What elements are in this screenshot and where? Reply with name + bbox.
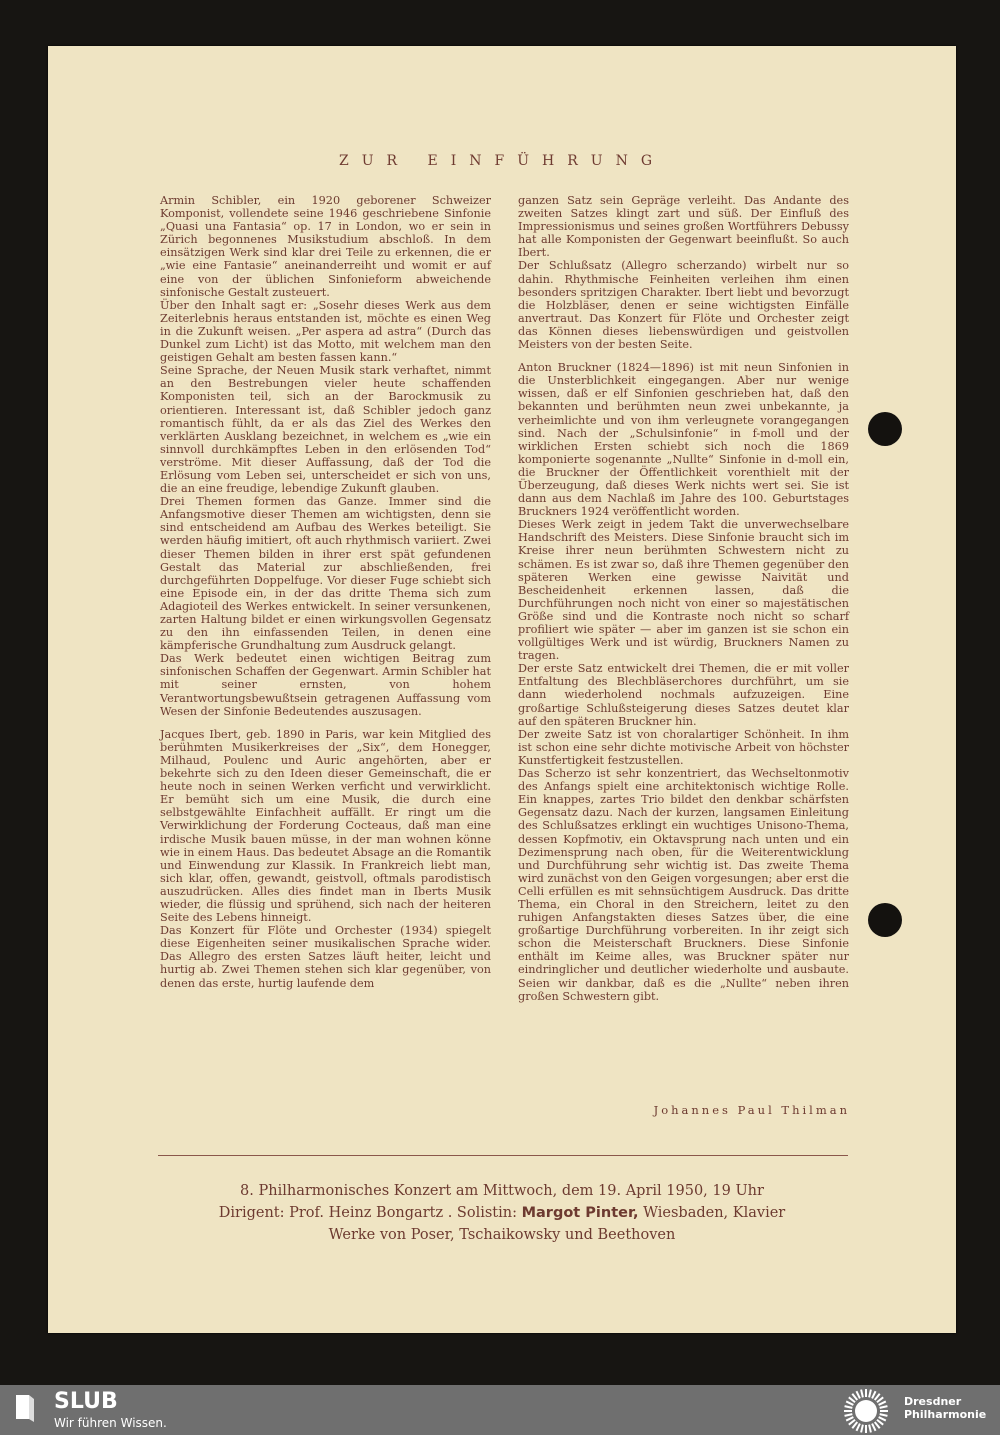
slub-tagline: Wir führen Wissen. <box>54 1416 167 1430</box>
paragraph: Jacques Ibert, geb. 1890 in Paris, war kein Mitglied des berühmten Musikerkreises der „Six“, dem Honegger, Milhaud, Poulenc und Auric angehörten, aber er bekehrte sich zu den Ideen dieser Gemeinschaft, die er heute noch in seinen Werken verficht und verwirklicht. Er bemüht sich um eine Musik, die durch eine selbstgewählte Einfachheit auffällt. Er ringt um die Verwirklichung der Forderung Cocteaus, daß man eine irdische Musik bauen müsse, in der man wohnen könne wie in einem Haus. Das bedeutet Absage an die Romantik und Einwendung zur Klassik. In Frankreich liebt man, sich klar, offen, gewandt, geistvoll, oftmals parodistisch auszudrücken. Alles dies findet man in Iberts Musik wieder, die flüssig und sprühend, sich nach der heiteren Seite des Lebens hinneigt. <box>160 727 491 925</box>
philharmonie-line1: Dresdner <box>904 1395 962 1408</box>
paragraph: Drei Themen formen das Ganze. Immer sind die Anfangsmotive dieser Themen am wichtigsten, denn sie sind entscheidend am Aufbau des Werkes beteiligt. Sie werden häufig imitiert, oft auch rhythmisch variiert. Zwei dieser Themen bilden in ihrer erst spät gefundenen Gestalt das Material zur abschließenden, frei durchgeführten Doppelfuge. Vor dieser Fuge schiebt sich eine Episode ein, in der das dritte Thema sich zum Adagioteil des Werkes entwickelt. In seiner versunkenen, zarten Haltung bildet er einen wirkungsvollen Gegensatz zu den ihn einfassenden Teilen, in denen eine kämpferische Grundhaltung zum Ausdruck gelangt. <box>160 495 491 653</box>
logo-ray <box>844 1413 852 1417</box>
paragraph: Seine Sprache, der Neuen Musik stark verhaftet, nimmt an den Bestrebungen vieler heute schaffenden Komponisten teil, sich an der Barockmusik zu orientieren. Interessant ist, daß Schibler jedoch ganz romantisch fühlt, da er als das Ziel des Werkes den verklärten Ausklang bezeichnet, in welchem es „wie ein sinnvoll durchkämpftes Leben in den erlösenden Tod“ verströme. Mit dieser Auffassung, daß der Tod die Erlösung vom Leben sei, unterscheidet er sich von uns, die an eine freudige, lebendige Zukunft glauben. <box>160 364 491 496</box>
punch-hole <box>868 412 902 446</box>
paragraph: ganzen Satz sein Gepräge verleiht. Das Andante des zweiten Satzes klingt zart und süß. Der Einfluß des Impressionismus und seines großen Wortführers Debussy hat alle Komponisten der Gegenwart beeinflußt. So auch Ibert. <box>518 194 849 260</box>
logo-ray <box>865 1389 867 1397</box>
concert-program-line: Werke von Poser, Tschaikowsky und Beethoven <box>328 1227 676 1243</box>
logo-ray <box>860 1389 864 1397</box>
slub-logo-text: SLUB <box>54 1389 118 1414</box>
philharmonie-line2: Philharmonie <box>904 1408 987 1421</box>
logo-ray <box>879 1413 887 1417</box>
divider <box>158 1155 848 1156</box>
philharmonie-logo-text <box>904 1395 986 1421</box>
right-column <box>518 194 849 1003</box>
paragraph: Der erste Satz entwickelt drei Themen, die er mit voller Entfaltung des Blechbläserchores durchführt, um sie dann wiederholend nochmals aufzuzeigen. Eine großartige Schlußsteigerung dieses Satzes deutet klar auf den späteren Bruckner hin. <box>518 662 849 728</box>
paragraph: Das Konzert für Flöte und Orchester (1934) spiegelt diese Eigenheiten seiner musikalischen Sprache wider. Das Allegro des ersten Satzes läuft heiter, leicht und hurtig ab. Zwei Themen stehen sich klar gegenüber, von denen das erste, hurtig laufende dem <box>160 924 491 990</box>
paragraph: Das Scherzo ist sehr konzentriert, das Wechseltonmotiv des Anfangs spielt eine architektonisch wichtige Rolle. Ein knappes, zartes Trio bildet den denkbar schärfsten Gegensatz dazu. Nach der kurzen, langsamen Einleitung des Schlußsatzes erklingt ein wuchtiges Unisono-Thema, dessen Kopfmotiv, ein Oktavsprung nach unten und ein Dezimensprung nach oben, für die Weiterentwicklung und Durchführung sehr wichtig ist. Das zweite Thema wird zunächst von den Geigen vorgesungen; aber erst die Celli erfüllen es mit sehnsüchtigem Ausdruck. Das dritte Thema, ein Choral in den Streichern, leitet zu den ruhigen Anfangstakten dieses Satzes über, die eine großartige Durchführung vorbereiten. In ihr zeigt sich schon die Meisterschaft Bruckners. Diese Sinfonie enthält im Keime alles, was Bruckner später nur eindringlicher und deutlicher wiederholte und ausbaute. Seien wir dankbar, daß es die „Nullte“ neben ihren großen Schwestern gibt. <box>518 767 849 1003</box>
paragraph: Armin Schibler, ein 1920 geborener Schweizer Komponist, vollendete seine 1946 geschriebene Sinfonie „Quasi una Fantasia“ op. 17 in London, wo er sein in Zürich begonnenes Musikstudium abschloß. In dem einsätzigen Werk sind klar drei Teile zu erkennen, die er „wie eine Fantasie“ aneinanderreiht und womit er auf eine von der üblichen Sinfonieform abweichende sinfonische Gestalt zusteuert. <box>160 194 491 299</box>
footer-bar <box>0 1385 1000 1435</box>
paragraph: Der Schlußsatz (Allegro scherzando) wirbelt nur so dahin. Rhythmische Feinheiten verleihen ihm einen besonders spritzigen Charakter. Ibert liebt und bevorzugt die Holzbläser, denen er seine wichtigsten Einfälle anvertraut. Das Konzert für Flöte und Orchester zeigt das Können dieses liebenswürdigen und geistvollen Meisters von der besten Seite. <box>518 259 849 352</box>
left-column <box>160 194 491 990</box>
logo-ray <box>865 1425 867 1433</box>
logo-ray <box>844 1405 852 1409</box>
philharmonie-sunburst-icon <box>843 1388 889 1434</box>
page-heading: ZUR EINFÜHRUNG <box>338 153 665 169</box>
paragraph: Der zweite Satz ist von choralartiger Schönheit. In ihm ist schon eine sehr dichte motivische Arbeit von höchster Kunstfertigkeit festzustellen. <box>518 727 849 767</box>
paragraph: Anton Bruckner (1824—1896) ist mit neun Sinfonien in die Unsterblichkeit eingegangen. Aber nur wenige wissen, daß er elf Sinfonien geschrieben hat, daß den bekannten und berühmten neun zwei unbekannte, ja verheimlichte und von ihm verleugnete vorangegangen sind. Nach der „Schulsinfonie“ in f-moll und der wirklichen Ersten schiebt sich noch die 1869 komponierte sogenannte „Nullte“ Sinfonie in d-moll ein, die Bruckner der Öffentlichkeit vorenthielt mit der Überzeugung, daß dieses Werk nichts wert sei. Sie ist dann aus dem Nachlaß im Jahre des 100. Geburtstages Bruckners 1924 veröffentlicht worden. <box>518 361 849 519</box>
logo-ray <box>844 1410 852 1412</box>
logo-ray <box>860 1424 864 1432</box>
logo-ray <box>868 1424 872 1432</box>
paragraph: Dieses Werk zeigt in jedem Takt die unverwechselbare Handschrift des Meisters. Diese Sinfonie braucht sich im Kreise ihrer neun berühmten Schwestern nicht zu schämen. Es ist zwar so, daß ihre Themen gegenüber den späteren Werken eine gewisse Naivität und Bescheidenheit erkennen lassen, daß die Durchführungen noch nicht von einer so majestätischen Größe sind und die Kontraste noch nicht so scharf profiliert wie später — aber im ganzen ist sie schon ein vollgültiges Werk und ist würdig, Bruckners Namen zu tragen. <box>518 518 849 663</box>
author-signature: Johannes Paul Thilman <box>653 1103 850 1117</box>
soloist-name: Margot Pinter, <box>521 1205 639 1221</box>
conductor-text: Dirigent: Prof. Heinz Bongartz . Solistin: <box>218 1205 517 1221</box>
punch-hole <box>868 903 902 937</box>
concert-date-line: 8. Philharmonisches Konzert am Mittwoch, dem 19. April 1950, 19 Uhr <box>240 1183 764 1199</box>
soloist-info: Wiesbaden, Klavier <box>643 1205 786 1221</box>
logo-ray <box>880 1410 888 1412</box>
logo-ray <box>879 1405 887 1409</box>
paragraph: Über den Inhalt sagt er: „Sosehr dieses Werk aus dem Zeiterlebnis heraus entstanden ist, möchte es einen Weg in die Zukunft weisen. „Per aspera ad astra“ (Durch das Dunkel zum Licht) ist das Motto, mit welchem man den geistigen Gehalt am besten fassen kann.“ <box>160 298 491 365</box>
concert-announcement <box>48 1180 956 1246</box>
logo-ray <box>868 1389 872 1397</box>
book-icon <box>14 1393 36 1423</box>
concert-performers-line <box>48 1202 956 1224</box>
paragraph: Das Werk bedeutet einen wichtigen Beitrag zum sinfonischen Schaffen der Gegenwart. Armin Schibler hat mit seiner ernsten, von hohem Verantwortungsbewußtsein getragenen Auffassung vom Wesen der Sinfonie Bedeutendes auszusagen. <box>160 652 491 718</box>
